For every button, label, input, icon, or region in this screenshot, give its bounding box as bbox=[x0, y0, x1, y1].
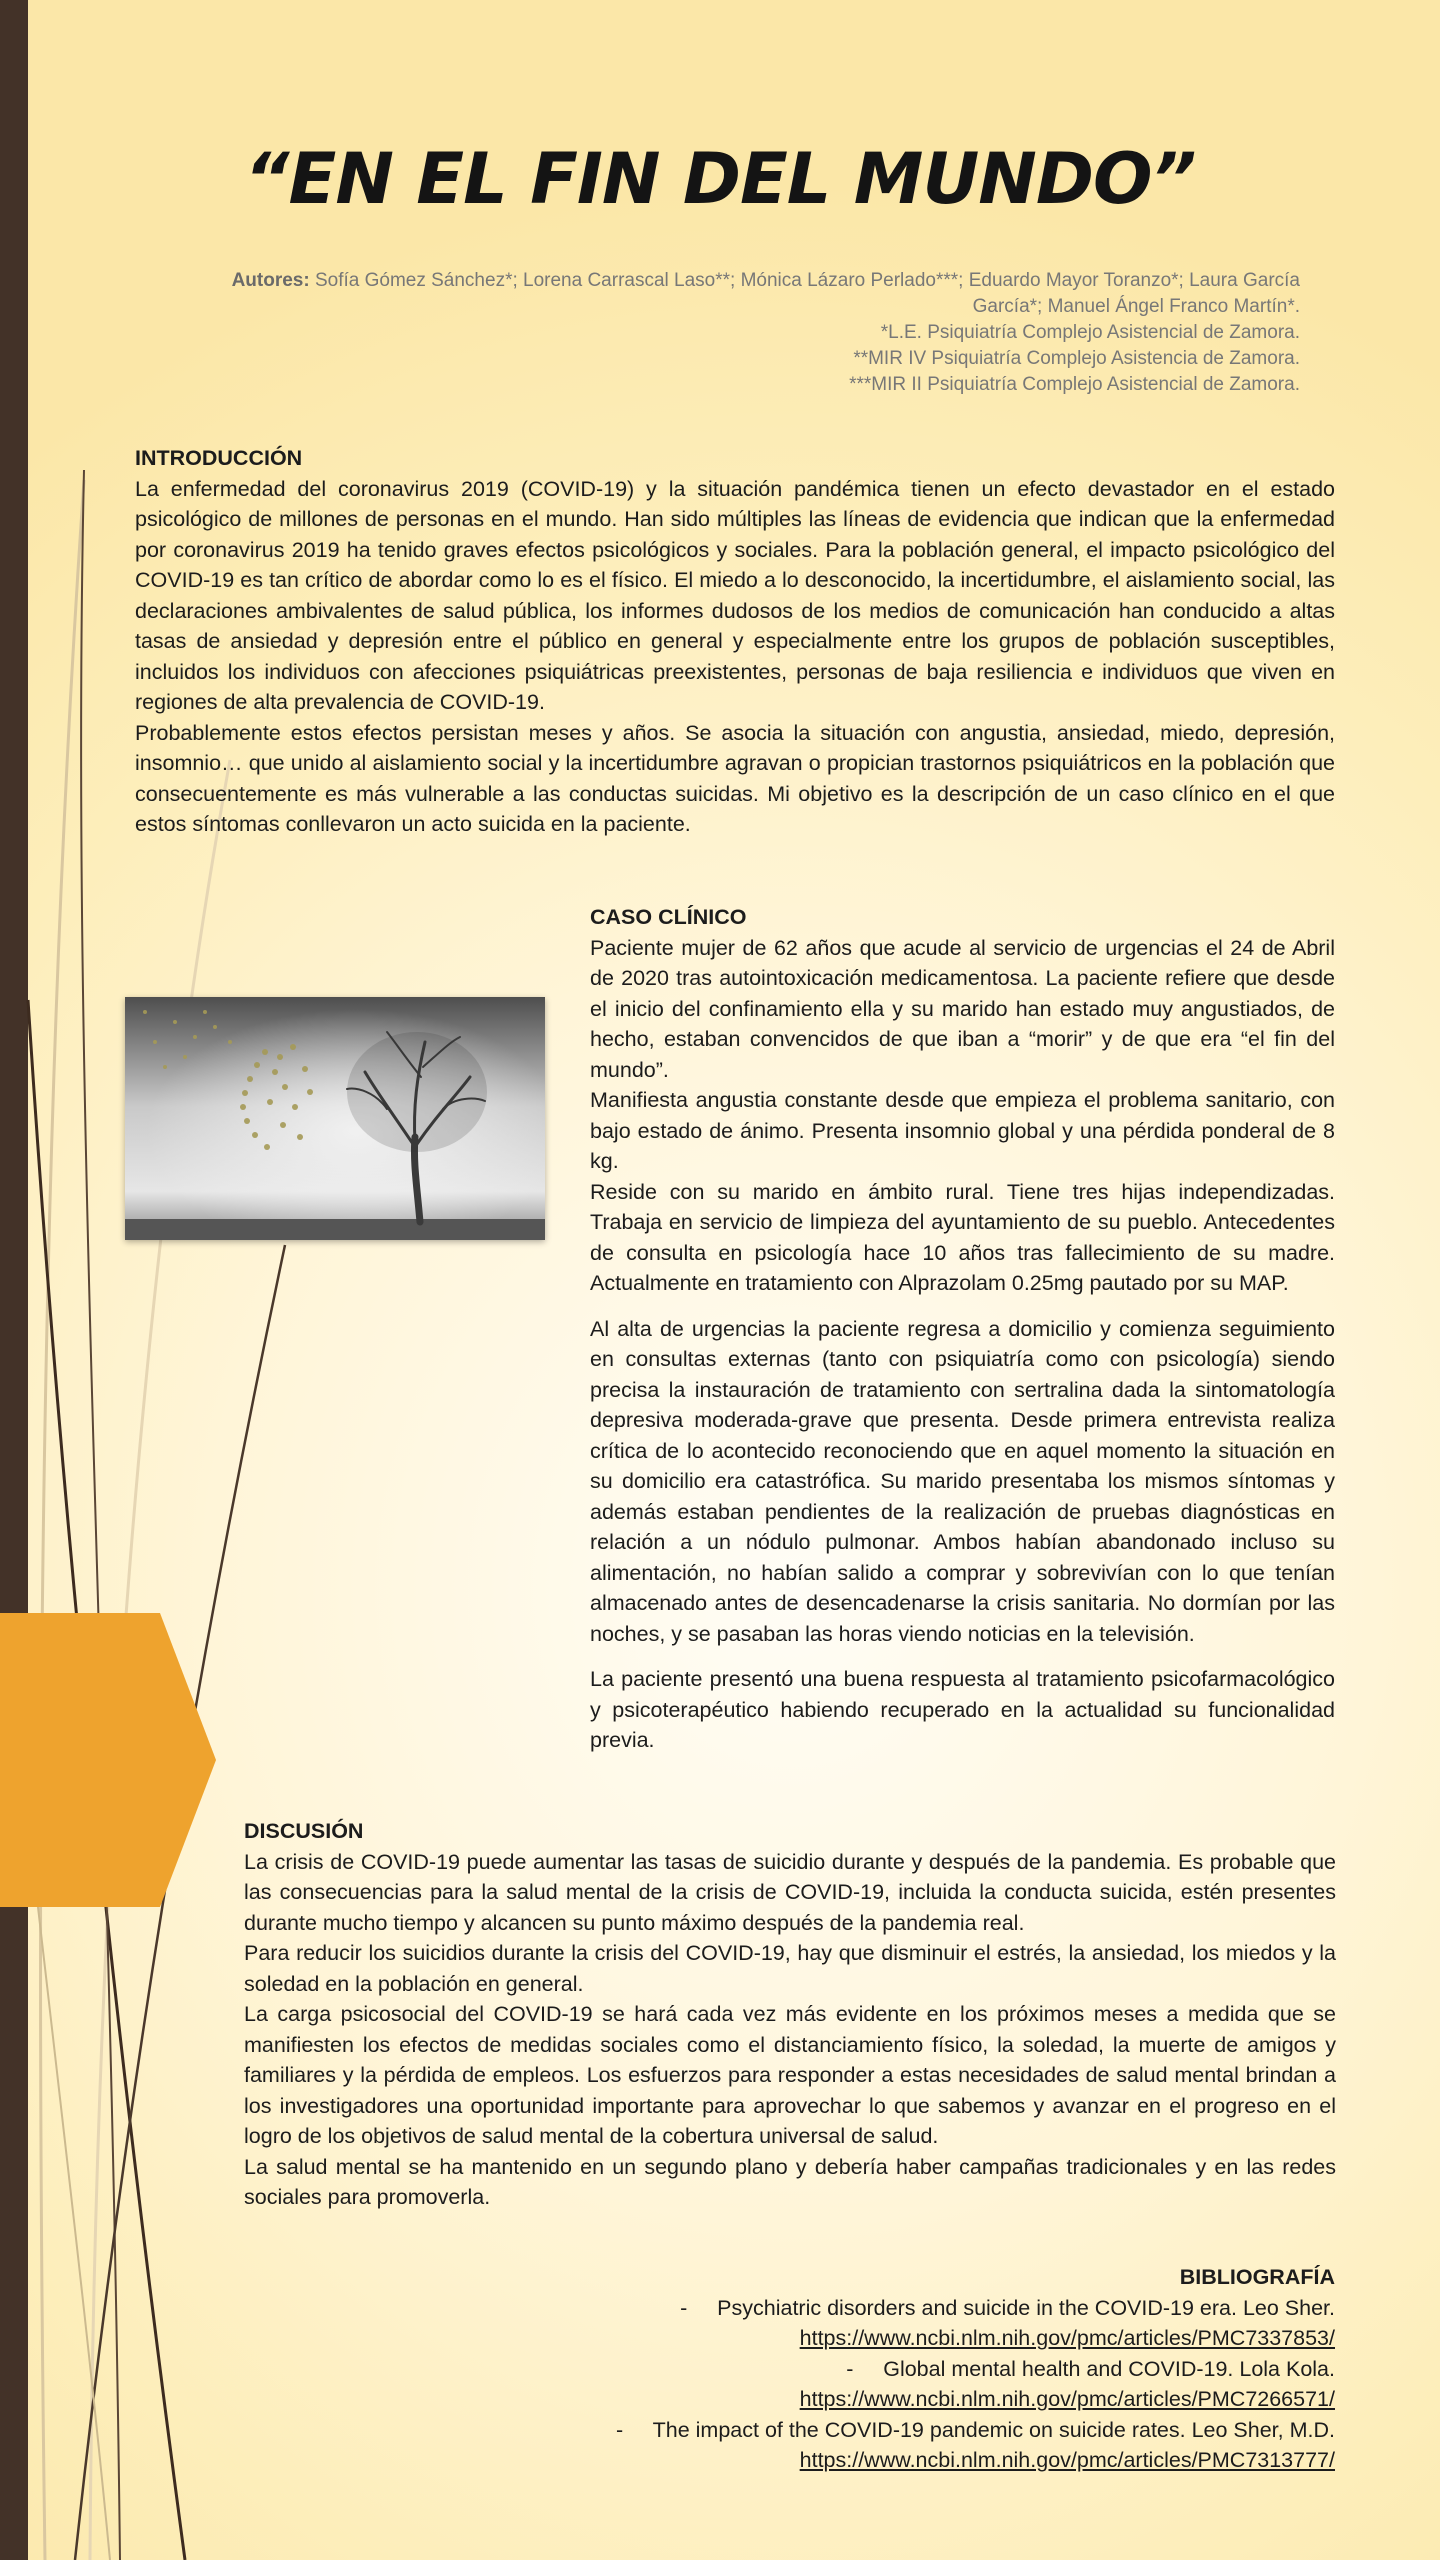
reference-item bbox=[560, 2293, 1335, 2354]
discussion-section bbox=[244, 1816, 1336, 2213]
paragraph: Probablemente estos efectos persistan meses y años. Se asocia la situación con angustia, ansiedad, miedo, depresión, insomnio… que unido al aislamiento social y la incertidumbre agravan o propician trastornos psiquiátricos en la población que consecuentemente es más vulnerable a las conductas suicidas. Mi objetivo es la descripción de un caso clínico en el que estos síntomas conllevaron un acto suicida en la paciente. bbox=[135, 720, 1335, 836]
reference-item bbox=[560, 2354, 1335, 2415]
reference-text: - Global mental health and COVID-19. Lola Kola. bbox=[846, 2356, 1335, 2381]
affiliation: ***MIR II Psiquiatría Complejo Asistencial de Zamora. bbox=[849, 374, 1300, 395]
paragraph: Para reducir los suicidios durante la crisis del COVID-19, hay que disminuir el estrés, la ansiedad, los miedos y la soledad en la población en general. bbox=[244, 1941, 1336, 1996]
case-section bbox=[590, 902, 1335, 1756]
reference-text: - Psychiatric disorders and suicide in the COVID-19 era. Leo Sher. bbox=[680, 2295, 1335, 2320]
paragraph: Paciente mujer de 62 años que acude al servicio de urgencias el 24 de Abril de 2020 tras autointoxicación medicamentosa. La paciente refiere que desde el inicio del confinamiento ella y su marido han estado muy angustiados, de hecho, estaban convencidos de que iban a “morir” y de que era “el fin del mundo”. bbox=[590, 935, 1335, 1082]
bibliography-heading: BIBLIOGRAFÍA bbox=[1179, 2265, 1335, 2289]
discussion-heading: DISCUSIÓN bbox=[244, 1819, 364, 1843]
authors-names: Sofía Gómez Sánchez*; Lorena Carrascal Laso**; Mónica Lázaro Perlado***; Eduardo Mayor Toranzo*; Laura García García*; Manuel Ángel Franco Martín*. bbox=[314, 270, 1300, 317]
paragraph: La salud mental se ha mantenido en un segundo plano y debería haber campañas tradicionales y en las redes sociales para promoverla. bbox=[244, 2154, 1336, 2209]
introduction-section bbox=[135, 443, 1335, 840]
orange-hexagon-accent bbox=[0, 1613, 220, 1907]
paragraph: La paciente presentó una buena respuesta al tratamiento psicofarmacológico y psicoterapéutico habiendo recuperado en la actualidad su funcionalidad previa. bbox=[590, 1667, 1335, 1752]
reference-link[interactable]: https://www.ncbi.nlm.nih.gov/pmc/articles/PMC7337853/ bbox=[799, 2326, 1335, 2350]
case-heading: CASO CLÍNICO bbox=[590, 905, 747, 929]
paragraph: La enfermedad del coronavirus 2019 (COVID-19) y la situación pandémica tienen un efecto devastador en el estado psicológico de millones de personas en el mundo. Han sido múltiples las líneas de evidencia que indican que la enfermedad por coronavirus 2019 ha tenido graves efectos psicológicos y sociales. Para la población general, el impacto psicológico del COVID-19 es tan crítico de abordar como lo es el físico. El miedo a lo desconocido, la incertidumbre, el aislamiento social, las declaraciones ambivalentes de salud pública, los informes dudosos de los medios de comunicación han conducido a altas tasas de ansiedad y depresión entre el público en general y especialmente entre los grupos de población susceptibles, incluidos los individuos con afecciones psiquiátricas preexistentes, personas de baja resiliencia e individuos que viven en regiones de alta prevalencia de COVID-19. bbox=[135, 476, 1335, 714]
reference-item bbox=[560, 2415, 1335, 2476]
bibliography-section bbox=[560, 2262, 1335, 2476]
paragraph: La crisis de COVID-19 puede aumentar las tasas de suicidio durante y después de la pandemia. Es probable que las consecuencias para la salud mental de la crisis de COVID-19, incluida la conducta suicida, estén presentes durante mucho tiempo y alcancen su punto máximo después de la pandemia real. bbox=[244, 1849, 1336, 1935]
authors-line bbox=[215, 268, 1300, 320]
introduction-heading: INTRODUCCIÓN bbox=[135, 446, 303, 470]
authors-label: Autores: bbox=[231, 270, 310, 291]
reference-link[interactable]: https://www.ncbi.nlm.nih.gov/pmc/articles/PMC7313777/ bbox=[799, 2448, 1335, 2472]
reference-link[interactable]: https://www.ncbi.nlm.nih.gov/pmc/articles/PMC7266571/ bbox=[799, 2387, 1335, 2411]
poster-title: “EN EL FIN DEL MUNDO” bbox=[244, 138, 1196, 220]
authors-block bbox=[215, 268, 1300, 398]
tree-head-illustration bbox=[125, 997, 545, 1240]
reference-text: - The impact of the COVID-19 pandemic on suicide rates. Leo Sher, M.D. bbox=[616, 2417, 1335, 2442]
affiliation: *L.E. Psiquiatría Complejo Asistencial de Zamora. bbox=[880, 322, 1300, 343]
affiliation: **MIR IV Psiquiatría Complejo Asistencia de Zamora. bbox=[853, 348, 1300, 369]
paragraph: Manifiesta angustia constante desde que empieza el problema sanitario, con bajo estado de ánimo. Presenta insomnio global y una pérdida ponderal de 8 kg. bbox=[590, 1088, 1335, 1173]
paragraph: Al alta de urgencias la paciente regresa a domicilio y comienza seguimiento en consultas externas (tanto con psiquiatría como con psicología) siendo precisa la instauración de tratamiento con sertralina dada la sintomatología depresiva moderada-grave que presenta. Desde primera entrevista realiza crítica de lo acontecido reconociendo que en aquel momento la situación en su domicilio era catastrófica. Su marido presentaba los mismos síntomas y además estaban pendientes de la realización de pruebas diagnósticas en relación a un nódulo pulmonar. Ambos habían abandonado incluso su alimentación, no habían salido a comprar y sobrevivían con lo que tenían almacenado antes de desencadenarse la crisis sanitaria. No dormían por las noches, y se pasaban las horas viendo noticias en la televisión. bbox=[590, 1316, 1335, 1646]
paragraph: Reside con su marido en ámbito rural. Tiene tres hijas independizadas. Trabaja en servicio de limpieza del ayuntamiento de su pueblo. Antecedentes de consulta en psicología hace 10 años tras fallecimiento de su madre. Actualmente en tratamiento con Alprazolam 0.25mg pautado por su MAP. bbox=[590, 1179, 1335, 1295]
paragraph: La carga psicosocial del COVID-19 se hará cada vez más evidente en los próximos meses a medida que se manifiesten los efectos de medidas sociales como el distanciamiento físico, la soledad, la muerte de amigos y familiares y la pérdida de empleos. Los esfuerzos para responder a estas necesidades de salud mental brindan a los investigadores una oportunidad importante para aprovechar lo que sabemos y avanzar en el progreso en el logro de los objetivos de salud mental de la cobertura universal de salud. bbox=[244, 2002, 1336, 2148]
